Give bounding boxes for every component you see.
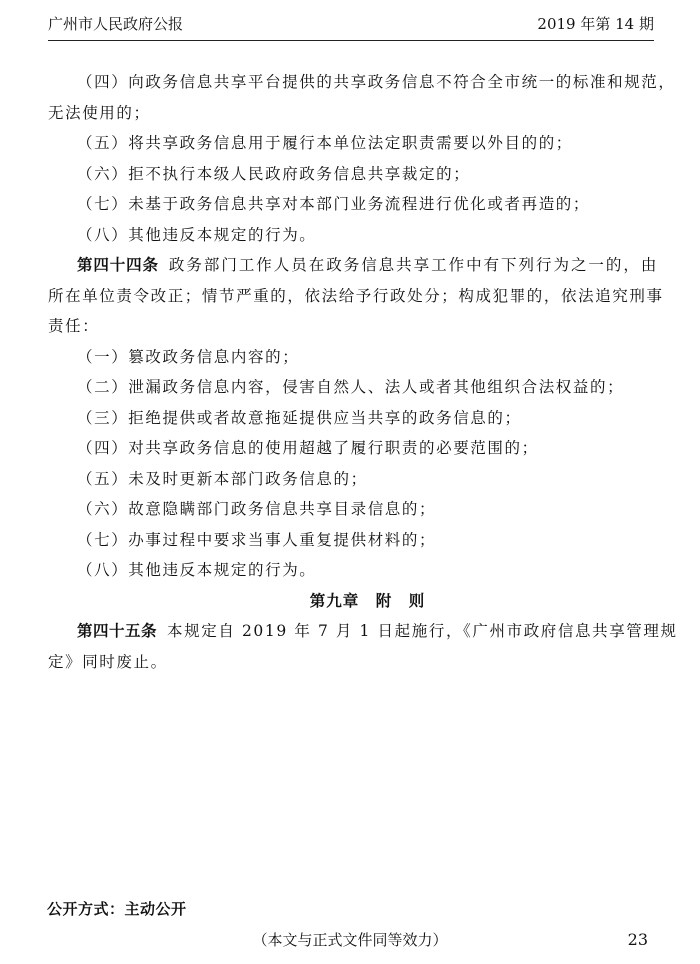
- paragraph-line: 所在单位责令改正；情节严重的，依法给予行政处分；构成犯罪的，依法追究刑事: [48, 286, 664, 305]
- article-45-first-line: [77, 616, 678, 647]
- list-item: （八）其他违反本规定的行为。: [77, 561, 317, 579]
- page-header: [48, 14, 654, 41]
- chapter-title: 第九章 附 则: [309, 590, 426, 610]
- list-item: （六）拒不执行本级人民政府政务信息共享裁定的；: [77, 164, 471, 183]
- page-footer: [0, 930, 700, 954]
- article-44-text: 政务部门工作人员在政务信息共享工作中有下列行为之一的，由: [168, 256, 658, 274]
- article-45-label: 第四十五条: [77, 621, 158, 640]
- document-body: [48, 67, 678, 677]
- article-45-text: 本规定自 2019 年 7 月 1 日起施行，《广州市政府信息共享管理规: [167, 622, 678, 640]
- paragraph-line: 责任：: [48, 317, 100, 335]
- list-item: （七）办事过程中要求当事人重复提供材料的；: [77, 530, 437, 549]
- list-item: （七）未基于政务信息共享对本部门业务流程进行优化或者再造的；: [77, 195, 591, 213]
- list-item: （三）拒绝提供或者故意拖延提供应当共享的政务信息的；: [77, 408, 522, 427]
- list-item: （二）泄漏政务信息内容，侵害自然人、法人或者其他组织合法权益的；: [77, 378, 625, 396]
- publication-title: 广州市人民政府公报: [48, 15, 184, 33]
- list-item: （八）其他违反本规定的行为。: [77, 225, 317, 244]
- paragraph-line: （四）向政务信息共享平台提供的共享政务信息不符合全市统一的标准和规范，: [77, 73, 676, 91]
- list-item: （五）将共享政务信息用于履行本单位法定职责需要以外目的的；: [77, 134, 573, 152]
- validity-note: （本文与正式文件同等效力）: [252, 931, 448, 949]
- list-item: （五）未及时更新本部门政务信息的；: [77, 469, 368, 488]
- issue-number: 2019 年第 14 期: [537, 15, 654, 33]
- list-item: （四）对共享政务信息的使用超越了履行职责的必要范围的；: [77, 439, 539, 457]
- paragraph-line: 定》同时废止。: [48, 652, 168, 671]
- paragraph-line: 无法使用的；: [48, 103, 151, 122]
- list-item: （六）故意隐瞒部门政务信息共享目录信息的；: [77, 500, 437, 518]
- list-item: （一）篡改政务信息内容的；: [77, 347, 300, 366]
- article-44-label: 第四十四条: [77, 255, 159, 274]
- article-44-first-line: [77, 250, 658, 281]
- disclosure-method: 公开方式：主动公开: [47, 900, 187, 918]
- page-number: 23: [627, 930, 648, 949]
